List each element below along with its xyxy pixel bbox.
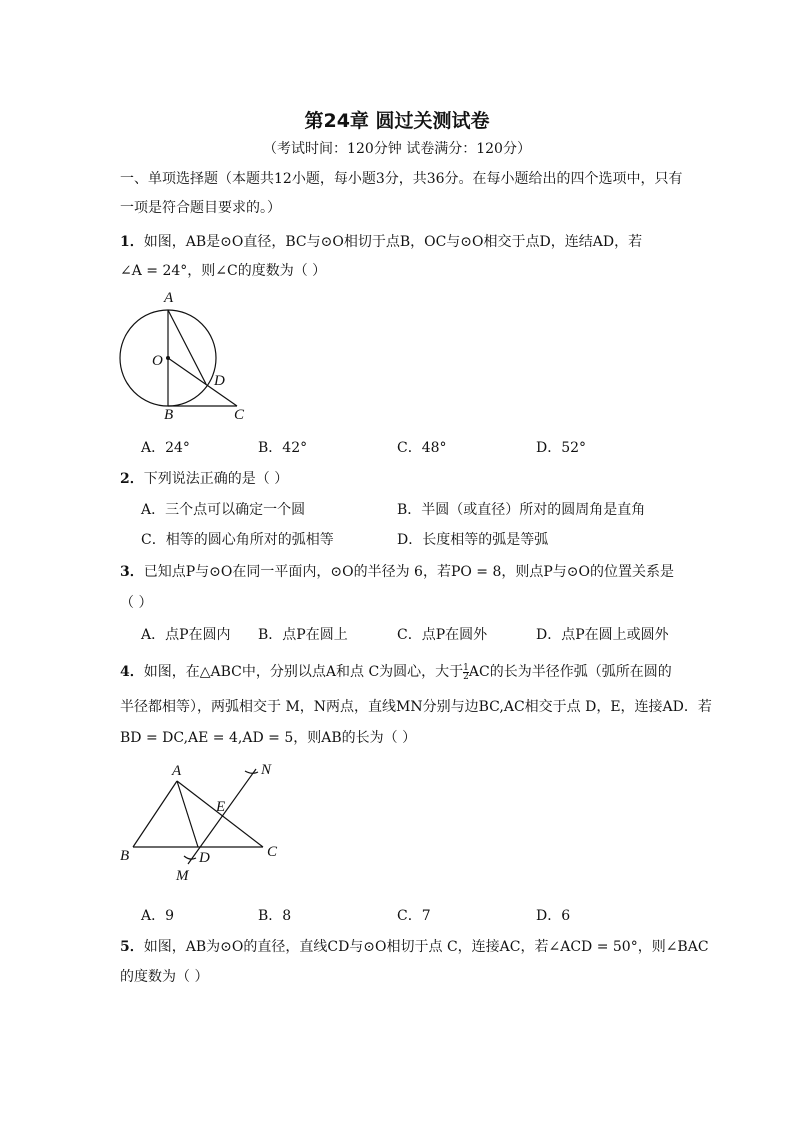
q4-label-c: C <box>267 844 278 860</box>
q4-option-d[interactable]: D．6 <box>536 908 571 924</box>
q1-stem-line2: ∠A = 24°，则∠C的度数为（ ） <box>120 263 327 279</box>
q3-stem-line1: 已知点P与⊙O在同一平面内，⊙O的半径为 6，若PO = 8，则点P与⊙O的位置关系是 <box>143 564 675 580</box>
q1-line-oc <box>168 358 237 406</box>
q3-option-c[interactable]: C．点P在圆外 <box>397 627 488 643</box>
q4-label-m: M <box>176 868 189 884</box>
q1-option-c[interactable]: C．48° <box>397 440 447 456</box>
q4-stem-line3: BD = DC,AE = 4,AD = 5，则AB的长为（ ） <box>120 730 417 746</box>
q1-label-o: O <box>152 353 163 369</box>
q4-option-b[interactable]: B．8 <box>258 908 292 924</box>
q5-line1 <box>120 936 709 956</box>
q4-side-ab <box>133 781 177 847</box>
q1-line-ad <box>168 310 206 384</box>
section-heading-line1: 一、单项选择题（本题共12小题，每小题3分，共36分。在每小题给出的四个选项中，只有 <box>120 171 683 187</box>
q1-center-dot <box>166 356 170 360</box>
q3-stem-line2: （ ） <box>120 595 153 611</box>
q5-number: 5． <box>120 939 144 955</box>
q2-stem: 下列说法正确的是（ ） <box>143 471 289 487</box>
q4-arc-mark-m <box>184 856 196 859</box>
q4-line-ad <box>177 781 198 847</box>
q2-option-b[interactable]: B．半圆（或直径）所对的圆周角是直角 <box>397 502 646 518</box>
q4-label-e: E <box>216 799 226 815</box>
q3-option-a[interactable]: A．点P在圆内 <box>141 627 231 643</box>
q4-stem-line1-b: AC的长为半径作弧（弧所在圆的 <box>468 664 672 680</box>
q1-stem-line1: 如图，AB是⊙O直径，BC与⊙O相切于点B，OC与⊙O相交于点D，连结AD，若 <box>143 234 643 250</box>
q4-option-a[interactable]: A．9 <box>141 908 175 924</box>
q4-label-d: D <box>199 850 210 866</box>
q2-option-c[interactable]: C．相等的圆心角所对的弧相等 <box>141 532 334 548</box>
q4-stem-line2: 半径都相等），两弧相交于 M，N两点，直线MN分别与边BC,AC相交于点 D，E，连接AD．若 <box>120 699 712 715</box>
q5-stem-line1: 如图，AB为⊙O的直径，直线CD与⊙O相切于点 C，连接AC，若∠ACD = 50°，则∠BAC <box>143 939 709 955</box>
q3-line1 <box>120 561 674 581</box>
q2-number: 2． <box>120 471 144 487</box>
q3-option-b[interactable]: B．点P在圆上 <box>258 627 348 643</box>
q4-option-c[interactable]: C．7 <box>397 908 431 924</box>
exam-info: （考试时间：120分钟 试卷满分：120分） <box>263 141 531 157</box>
q4-line1 <box>120 661 672 681</box>
section-heading-line2: 一项是符合题目要求的。） <box>120 200 281 216</box>
q4-arc-mark-n <box>245 771 258 773</box>
q1-option-d[interactable]: D．52° <box>536 440 587 456</box>
q1-line1 <box>120 231 642 251</box>
q3-number: 3． <box>120 564 144 580</box>
q5-stem-line2: 的度数为（ ） <box>120 969 209 985</box>
q1-label-a: A <box>164 290 174 306</box>
q4-figure <box>115 758 295 888</box>
q1-label-d: D <box>214 373 225 389</box>
q4-frac-num: 1 <box>463 662 469 673</box>
q4-label-n: N <box>261 762 272 778</box>
q3-option-d[interactable]: D．点P在圆上或圆外 <box>536 627 669 643</box>
q2-option-d[interactable]: D．长度相等的弧是等弧 <box>397 532 549 548</box>
q4-number: 4． <box>120 664 144 680</box>
q1-option-a[interactable]: A．24° <box>141 440 190 456</box>
q4-frac-den: 2 <box>463 671 469 682</box>
q1-option-b[interactable]: B．42° <box>258 440 308 456</box>
q4-label-a: A <box>172 763 182 779</box>
q2-line1 <box>120 468 288 488</box>
q4-stem-line1-a: 如图，在△ABC中，分别以点A和点 C为圆心，大于 <box>143 664 464 680</box>
q1-label-c: C <box>234 407 245 423</box>
q4-label-b: B <box>120 848 130 864</box>
q1-figure <box>110 286 260 426</box>
q2-option-a[interactable]: A．三个点可以确定一个圆 <box>141 502 306 518</box>
q1-number: 1． <box>120 234 144 250</box>
q1-label-b: B <box>164 407 174 423</box>
page-title: 第24章 圆过关测试卷 <box>304 110 490 132</box>
